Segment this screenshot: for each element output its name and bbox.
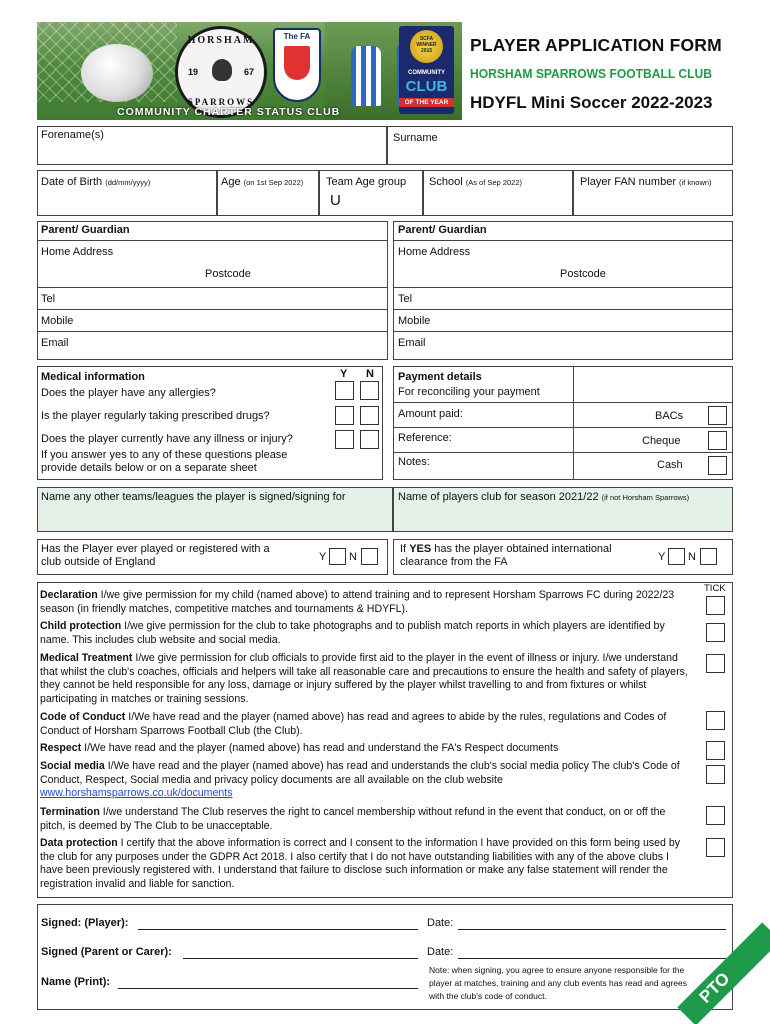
divider xyxy=(393,287,733,288)
guardian-1-panel xyxy=(37,221,388,360)
child-protection-head: Child protection xyxy=(40,620,122,632)
form-title: PLAYER APPLICATION FORM xyxy=(470,35,722,55)
payment-subtitle: For reconciling your payment xyxy=(398,386,540,398)
divider xyxy=(573,366,574,480)
guardian-1-postcode: Postcode xyxy=(205,268,251,280)
banner-caption: COMMUNITY CHARTER STATUS CLUB xyxy=(117,106,341,118)
fa-badge xyxy=(273,28,321,102)
respect-text: I/We have read and the player (named above) has read and understand the FA's Respect documents xyxy=(81,742,559,754)
guardian-2-postcode: Postcode xyxy=(560,268,606,280)
notes-label: Notes: xyxy=(398,456,430,468)
player-date-line[interactable] xyxy=(458,929,726,930)
guardian-1-mobile: Mobile xyxy=(41,315,74,327)
parent-date-line[interactable] xyxy=(458,958,726,959)
guardian-2-title: Parent/ Guardian xyxy=(398,224,487,236)
social-media-text: I/We have read and the player (named above) has read and understands the club's social media policy The club's Code of Conduct, Respect, Social media and privacy policy documents are all available on the club website xyxy=(40,760,680,786)
age-label xyxy=(221,176,303,188)
outside-yes-checkbox[interactable] xyxy=(329,548,346,565)
player-signature-label: Signed: (Player): xyxy=(41,917,129,929)
age-hint: (on 1st Sep 2022) xyxy=(243,178,304,187)
guardian-2-home-address: Home Address xyxy=(398,246,471,258)
reference-label: Reference: xyxy=(398,432,452,444)
code-of-conduct-head: Code of Conduct xyxy=(40,711,126,723)
drugs-no-checkbox[interactable] xyxy=(360,406,379,425)
medical-treatment-item xyxy=(40,652,690,706)
medical-q-allergies: Does the player have any allergies? xyxy=(41,387,216,399)
social-media-checkbox[interactable] xyxy=(706,765,725,784)
surname-label: Surname xyxy=(393,132,438,144)
crest-year-left: 19 xyxy=(188,67,199,77)
tick-header: TICK xyxy=(704,583,726,594)
termination-checkbox[interactable] xyxy=(706,806,725,825)
guardian-1-title: Parent/ Guardian xyxy=(41,224,130,236)
medical-note: If you answer yes to any of these questions please provide details below or on a separate sheet xyxy=(41,449,288,474)
fan-label xyxy=(580,176,712,188)
respect-checkbox[interactable] xyxy=(706,741,725,760)
outside-n-label: N xyxy=(349,551,357,563)
guardian-2-email: Email xyxy=(398,337,426,349)
player-signature-line[interactable] xyxy=(138,929,418,930)
drugs-yes-checkbox[interactable] xyxy=(335,406,354,425)
social-media-item xyxy=(40,760,690,801)
club-name: HORSHAM SPARROWS FOOTBALL CLUB xyxy=(470,66,713,81)
divider xyxy=(37,287,388,288)
crest-text-top: HORSHAM xyxy=(187,35,255,46)
clearance-yes: YES xyxy=(409,543,432,555)
data-protection-checkbox[interactable] xyxy=(706,838,725,857)
medical-title: Medical information xyxy=(41,371,145,383)
allergies-no-checkbox[interactable] xyxy=(360,381,379,400)
dob-label xyxy=(41,176,150,188)
club-crest xyxy=(175,26,267,118)
previous-club-label-text: Name of players club for season 2021/22 xyxy=(398,491,599,503)
award-bottom-text: OF THE YEAR xyxy=(399,98,454,107)
cash-checkbox[interactable] xyxy=(708,456,727,475)
crest-bird-icon xyxy=(212,59,232,81)
previous-club-hint: (if not Horsham Sparrows) xyxy=(601,493,690,502)
respect-item xyxy=(40,742,690,756)
divider xyxy=(393,240,733,241)
guardian-1-home-address: Home Address xyxy=(41,246,114,258)
player-figure xyxy=(351,46,381,106)
divider xyxy=(37,240,388,241)
name-print-line[interactable] xyxy=(118,988,418,989)
fan-hint: (if known) xyxy=(679,178,712,187)
divider xyxy=(393,452,733,453)
divider xyxy=(393,402,733,403)
declaration-checkbox[interactable] xyxy=(706,596,725,615)
guardian-2-tel: Tel xyxy=(398,293,413,305)
medical-treatment-checkbox[interactable] xyxy=(706,654,725,673)
allergies-yes-checkbox[interactable] xyxy=(335,381,354,400)
documents-link[interactable]: www.horshamsparrows.co.uk/documents xyxy=(40,787,233,800)
parent-date-label: Date: xyxy=(427,946,454,958)
child-protection-item xyxy=(40,620,690,647)
cheque-checkbox[interactable] xyxy=(708,431,727,450)
guardian-1-email: Email xyxy=(41,337,69,349)
medical-treatment-text: I/we give permission for club officials to provide first aid to the player in the event of illness or injury. I/we understand that whilst the club's coaches, officials and helpers will take all reasonable care and precautions to ensure the health and safety of players, they cannot be held responsible for any loss, damage or injury suffered by the player whilst travelling to and from fixtures or whilst participating in matches or training sessions. xyxy=(40,652,688,705)
medical-y-header: Y xyxy=(340,368,348,380)
guardian-2-panel xyxy=(393,221,733,360)
dob-label-text: Date of Birth xyxy=(41,176,103,188)
code-of-conduct-item xyxy=(40,711,690,738)
divider xyxy=(393,427,733,428)
illness-no-checkbox[interactable] xyxy=(360,430,379,449)
crest-text-bottom: SPARROWS xyxy=(187,97,255,107)
surname-field[interactable] xyxy=(387,126,733,165)
data-protection-text: I certify that the above information is correct and I consent to the information I have provided on this form being used by the club for any purposes under the GDPR Act 2018. I also certify that I do not have outstanding liabilities with any of the above clubs I have been previously registered with. I understand that failure to disclose such information or make any false statement will render the registration invalid and liable for sanction. xyxy=(40,837,681,890)
bacs-checkbox[interactable] xyxy=(708,406,727,425)
outside-england-label: Has the Player ever played or registered with a club outside of England xyxy=(41,543,270,568)
social-media-head: Social media xyxy=(40,760,105,772)
parent-signature-line[interactable] xyxy=(183,958,418,959)
pto-label: PTO xyxy=(695,968,734,1007)
school-label-text: School xyxy=(429,176,463,188)
guardian-1-tel: Tel xyxy=(41,293,56,305)
clearance-no-checkbox[interactable] xyxy=(700,548,717,565)
termination-text: I/we understand The Club reserves the right to cancel membership without refund in the event that conduct, on or off the pitch, is deemed by The Club to be unacceptable. xyxy=(40,806,666,832)
termination-head: Termination xyxy=(40,806,100,818)
medical-n-header: N xyxy=(366,368,374,380)
name-print-label: Name (Print): xyxy=(41,976,111,988)
declaration-text: I/we give permission for my child (named above) to attend training and to represent Horsham Sparrows FC during 2022/23 season (in friendly matches, competitive matches and tournaments & HDYFL). xyxy=(40,589,675,615)
medical-q-drugs: Is the player regularly taking prescribed drugs? xyxy=(41,410,270,422)
fan-label-text: Player FAN number xyxy=(580,176,676,188)
award-top-text: SCFA WINNER 2015 xyxy=(416,36,437,54)
child-protection-checkbox[interactable] xyxy=(706,623,725,642)
age-label-text: Age xyxy=(221,176,241,188)
school-label xyxy=(429,176,522,188)
outside-no-checkbox[interactable] xyxy=(361,548,378,565)
three-lions-icon xyxy=(284,46,310,80)
respect-head: Respect xyxy=(40,742,82,754)
fa-badge-label: The FA xyxy=(283,32,311,41)
clearance-pre: If xyxy=(400,543,407,555)
data-protection-head: Data protection xyxy=(40,837,118,849)
parent-signature-label: Signed (Parent or Carer): xyxy=(41,946,172,958)
forename-label: Forename(s) xyxy=(41,129,104,141)
clearance-y-label: Y xyxy=(658,551,666,563)
divider xyxy=(393,331,733,332)
outside-y-label: Y xyxy=(319,551,327,563)
player-date-label: Date: xyxy=(427,917,454,929)
declaration-item xyxy=(40,589,690,616)
other-teams-label: Name any other teams/leagues the player is signed/signing for xyxy=(41,491,346,503)
cash-label: Cash xyxy=(657,459,683,471)
termination-item xyxy=(40,806,690,833)
signing-note: Note: when signing, you agree to ensure anyone responsible for the player at matches, training and any club events has read and agrees with the club's code of conduct. xyxy=(429,965,687,1001)
declaration-head: Declaration xyxy=(40,589,98,601)
team-age-value: U xyxy=(330,192,341,209)
dob-hint: (dd/mm/yyyy) xyxy=(105,178,151,187)
clearance-post: has the player obtained international clearance from the FA xyxy=(400,543,612,568)
divider xyxy=(393,309,733,310)
clearance-label xyxy=(400,543,650,568)
previous-club-label xyxy=(398,491,689,503)
school-hint: (As of Sep 2022) xyxy=(465,178,522,187)
code-of-conduct-text: I/We have read and the player (named above) has read and agrees to abide by the rules, regulations and Codes of Conduct of Horsham Sparrows Football Club (the Club). xyxy=(40,711,667,737)
award-big-text: CLUB xyxy=(405,78,448,95)
team-age-label: Team Age group xyxy=(326,176,407,188)
football-image xyxy=(81,44,153,102)
guardian-2-mobile: Mobile xyxy=(398,315,431,327)
divider xyxy=(37,331,388,332)
cheque-label: Cheque xyxy=(642,435,681,447)
clearance-yes-checkbox[interactable] xyxy=(668,548,685,565)
amount-paid-label: Amount paid: xyxy=(398,408,463,420)
data-protection-item xyxy=(40,837,690,891)
divider xyxy=(37,309,388,310)
season-title: HDYFL Mini Soccer 2022-2023 xyxy=(470,93,713,112)
crest-year-right: 67 xyxy=(243,67,254,77)
payment-title: Payment details xyxy=(398,371,482,383)
medical-treatment-head: Medical Treatment xyxy=(40,652,133,664)
bacs-label: BACs xyxy=(655,410,684,422)
award-badge xyxy=(399,26,454,114)
medical-q-illness: Does the player currently have any illness or injury? xyxy=(41,433,293,445)
code-of-conduct-checkbox[interactable] xyxy=(706,711,725,730)
child-protection-text: I/we give permission for the club to take photographs and to publish match reports in which players are identified by name. This includes club website and social media. xyxy=(40,620,665,646)
clearance-n-label: N xyxy=(688,551,696,563)
illness-yes-checkbox[interactable] xyxy=(335,430,354,449)
award-small-text: COMMUNITY xyxy=(408,70,445,76)
